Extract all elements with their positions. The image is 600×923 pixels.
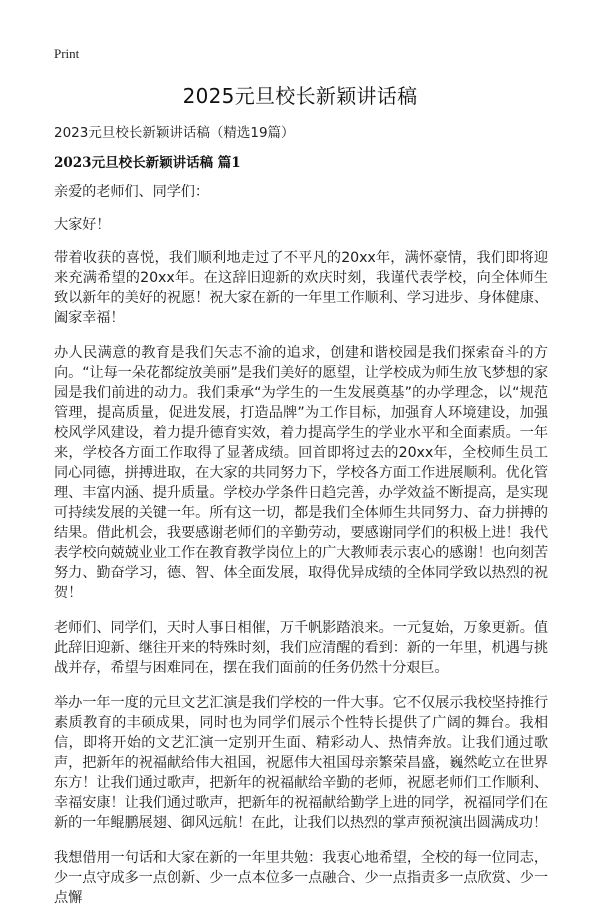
body-paragraph: 我想借用一句话和大家在新的一年里共勉：我衷心地希望，全校的每一位同志，少一点守成多一点创新、少一点本位多一点融合、少一点指责多一点欣赏、少一点懈 <box>54 850 548 906</box>
greeting-paragraph: 亲爱的老师们、同学们： <box>54 184 209 200</box>
document-body <box>54 182 548 923</box>
body-paragraph: 带着收获的喜悦，我们顺利地走过了不平凡的20xx年，满怀豪情，我们即将迎来充满希望的20xx年。在这辞旧迎新的欢庆时刻，我谨代表学校，向全体师生致以新年的美好的祝愿！祝大家在新的一年里工作顺利、学习进步、身体健康、阖家幸福！ <box>54 250 548 326</box>
body-paragraph: 老师们、同学们，天时人事日相催，万千帆影踏浪来。一元复始，万象更新。值此辞旧迎新、继往开来的特殊时刻，我们应清醒的看到：新的一年里，机遇与挑战并存，希望与困难同在，摆在我们面前的任务仍然十分艰巨。 <box>54 620 548 676</box>
document-title: 2025元旦校长新颖讲话稿 <box>182 84 418 108</box>
salutation-paragraph: 大家好！ <box>54 217 111 233</box>
section-heading: 2023元旦校长新颖讲话稿 篇1 <box>54 155 241 171</box>
body-paragraph: 办人民满意的教育是我们矢志不渝的追求，创建和谐校园是我们探索奋斗的方向。“让每一朵花都绽放美丽”是我们美好的愿望，让学校成为师生放飞梦想的家园是我们前进的动力。我们秉承“为学生的一生发展奠基”的办学理念，以“规范管理，提高质量，促进发展，打造品牌”为工作目标，加强育人环境建设，加强校风学风建设，着力提升德育实效，着力提高学生的学业水平和全面素质。一年来，学校各方面工作取得了显著成绩。回首即将过去的20xx年，全校师生员工同心同德，拼搏进取，在大家的共同努力下，学校各方面工作进展顺利。优化管理、丰富内涵、提升质量。学校办学条件日趋完善，办学效益不断提高，是实现可持续发展的关键一年。所有这一切，都是我们全体师生共同努力、奋力拼搏的结果。借此机会，我要感谢老师们的辛勤劳动，要感谢同学们的积极上进！我代表学校向兢兢业业工作在教育教学岗位上的广大教师表示衷心的感谢！也向刻苦努力、勤奋学习，德、智、体全面发展，取得优异成绩的全体同学致以热烈的祝贺！ <box>54 345 548 601</box>
document-subtitle: 2023元旦校长新颖讲话稿（精选19篇） <box>54 125 295 141</box>
body-paragraph: 举办一年一度的元旦文艺汇演是我们学校的一件大事。它不仅展示我校坚持推行素质教育的丰硕成果，同时也为同学们展示个性特长提供了广阔的舞台。我相信，即将开始的文艺汇演一定别开生面、精彩动人、热情奔放。让我们通过歌声，把新年的祝福献给伟大祖国，祝愿伟大祖国母亲繁荣昌盛，巍然屹立在世界东方！让我们通过歌声，把新年的祝福献给辛勤的老师，祝愿老师们工作顺利、幸福安康！让我们通过歌声，把新年的祝福献给勤学上进的同学，祝福同学们在新的一年鲲鹏展翅、御风远航！在此，让我们以热烈的掌声预祝演出圆满成功！ <box>54 695 548 831</box>
print-label[interactable]: Print <box>54 46 80 61</box>
